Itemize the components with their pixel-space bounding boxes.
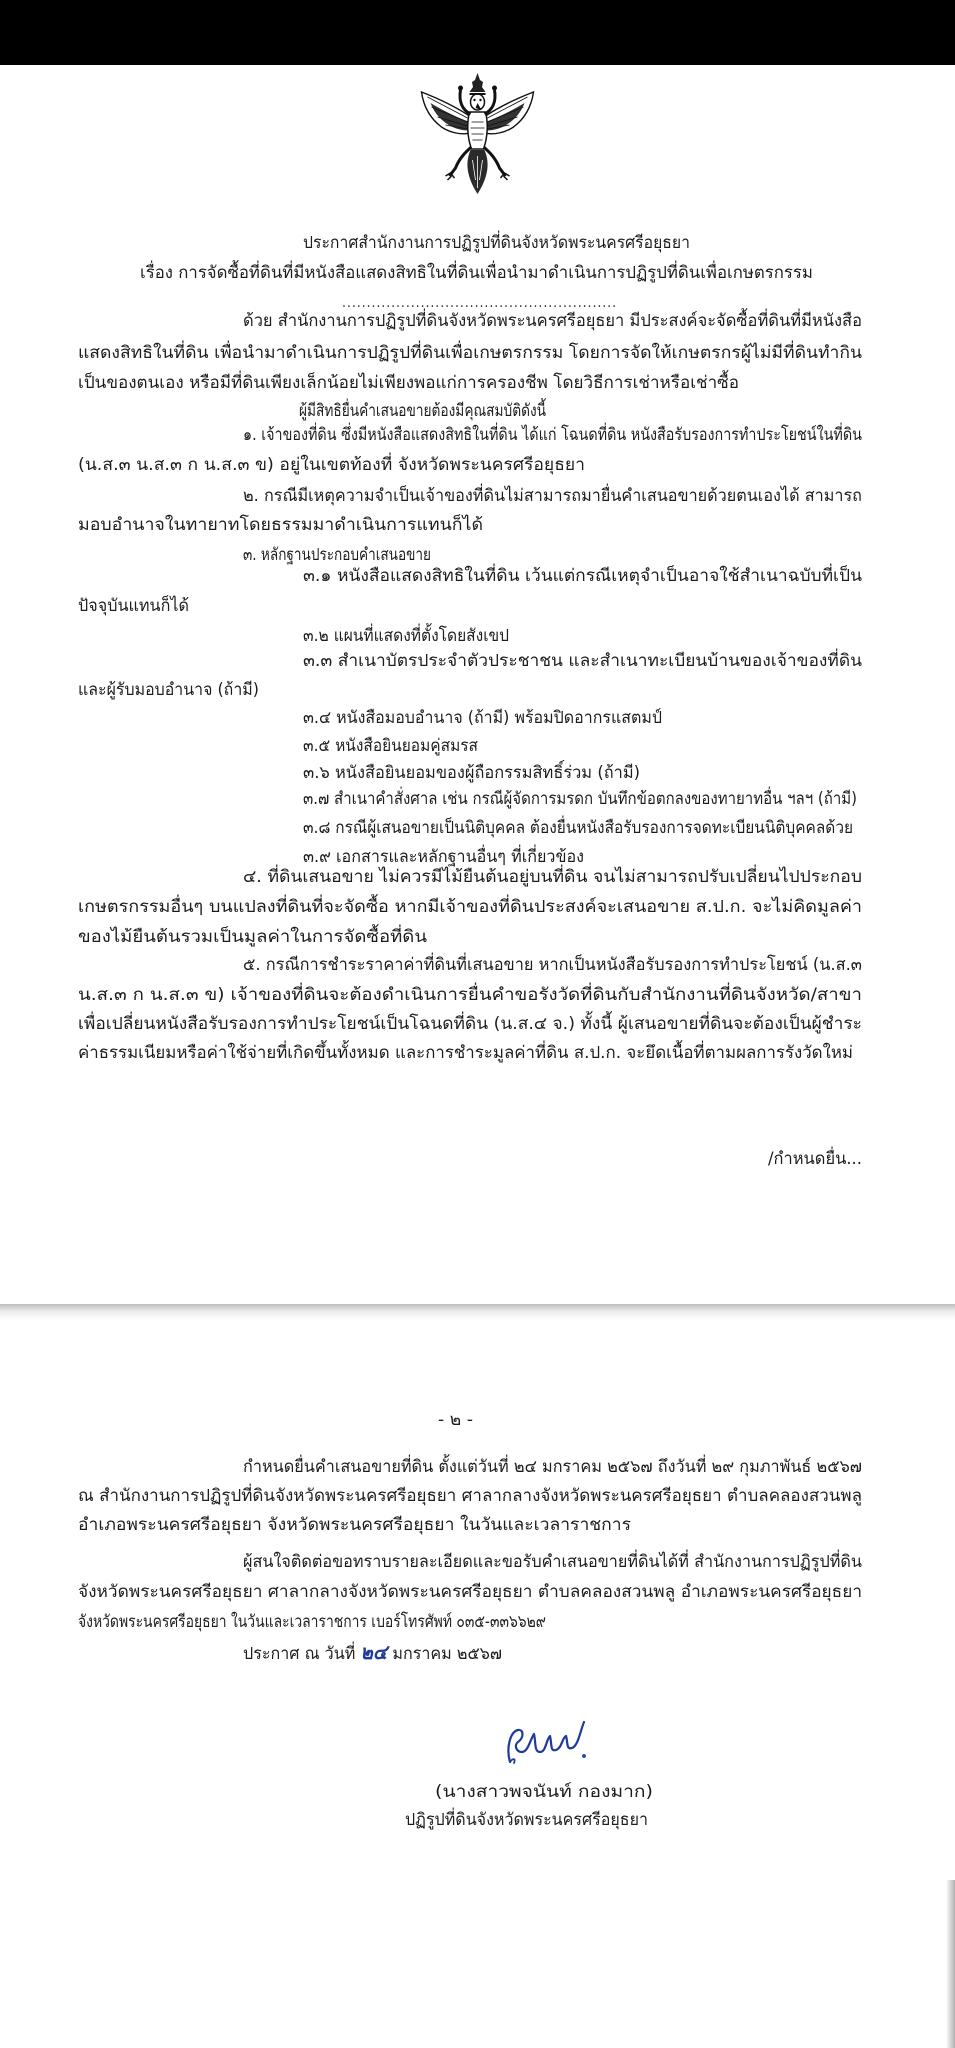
body-line-text: ๓.๙ เอกสารและหลักฐานอื่นๆ ที่เกี่ยวข้อง <box>303 847 584 867</box>
body-line-text: จังหวัดพระนครศรีอยุธยา ในวันและเวลาราชการ เบอร์โทรศัพท์ ๐๓๕-๓๓๖๖๒๙ <box>78 1612 546 1632</box>
body-line-text: ๔. ที่ดินเสนอขาย ไม่ควรมีไม้ยืนต้นอยู่บนที่ดิน จนไม่สามารถปรับเปลี่ยนไปประกอบ <box>243 867 862 887</box>
body-line-text: ๒. กรณีมีเหตุความจำเป็นเจ้าของที่ดินไม่สามารถมายื่นคำเสนอขายด้วยตนเองได้ สามารถ <box>243 486 862 506</box>
continuation-note <box>768 1144 862 1174</box>
body-line-text: ๓. หลักฐานประกอบคำเสนอขาย <box>243 545 431 565</box>
signatory-name-text: (นางสาวพจนันท์ กองมาก) <box>435 1782 653 1802</box>
document-title <box>303 228 690 258</box>
body-line <box>78 922 427 952</box>
item-5 <box>243 950 862 980</box>
body-line-text: ด้วย สำนักงานการปฏิรูปที่ดินจังหวัดพระนครศรีอยุธยา มีประสงค์จะจัดซื้อที่ดินที่มีหนังสือ <box>243 311 862 331</box>
body-line <box>78 675 259 705</box>
handwritten-signature <box>504 1718 590 1768</box>
contact-info <box>243 1547 862 1577</box>
body-line-text: น.ส.๓ ก น.ส.๓ ข) เจ้าของที่ดินจะต้องดำเนินการยื่นคำขอรังวัดที่ดินกับสำนักงานที่ดินจังหวัด/สาขา <box>78 985 862 1005</box>
body-line-text: มอบอำนาจในทายาทโดยธรรมมาดำเนินการแทนก็ได้ <box>78 515 483 535</box>
page-break-shadow <box>0 1304 955 1320</box>
body-line <box>78 338 862 368</box>
body-line-text: ๓.๖ หนังสือยินยอมของผู้ถือกรรมสิทธิ์ร่วม (ถ้ามี) <box>303 763 640 783</box>
signatory-position-text: ปฏิรูปที่ดินจังหวัดพระนครศรีอยุธยา <box>405 1810 648 1830</box>
handwritten-day: ๒๔ <box>360 1640 388 1664</box>
body-line-text: ๑. เจ้าของที่ดิน ซึ่งมีหนังสือแสดงสิทธิในที่ดิน ได้แก่ โฉนดที่ดิน หนังสือรับรองการทำประโยชน์ในที่ดิน <box>243 425 862 445</box>
item-4 <box>243 862 862 892</box>
body-line <box>78 450 585 480</box>
item-2 <box>243 481 862 511</box>
body-line <box>78 1038 853 1068</box>
item-3-4 <box>303 703 662 733</box>
body-line <box>78 1577 862 1607</box>
body-line-text: ๓.๘ กรณีผู้เสนอขายเป็นนิติบุคคล ต้องยื่นหนังสือรับรองการจดทะเบียนนิติบุคคลด้วย <box>303 818 853 838</box>
body-line <box>78 591 189 621</box>
document-title-text: ประกาศสำนักงานการปฏิรูปที่ดินจังหวัดพระนครศรีอยุธยา <box>303 233 690 253</box>
document-subject-text: เรื่อง การจัดซื้อที่ดินที่มีหนังสือแสดงสิทธิในที่ดินเพื่อนำมาดำเนินการปฏิรูปที่ดินเพื่อเกษตรกรรม <box>140 263 813 283</box>
body-line-text: ๓.๔ หนังสือมอบอำนาจ (ถ้ามี) พร้อมปิดอากรแสตมป์ <box>303 708 662 728</box>
body-line-text: เป็นของตนเอง หรือมีที่ดินเพียงเล็กน้อยไม่เพียงพอแก่การครองชีพ โดยวิธีการเช่าหรือเช่าซื้อ <box>78 373 739 393</box>
body-line <box>78 1607 546 1637</box>
signatory-position <box>405 1805 648 1835</box>
announce-date-text <box>243 1637 502 1667</box>
body-line-text: ค่าธรรมเนียมหรือค่าใช้จ่ายที่เกิดขึ้นทั้งหมด และการชำระมูลค่าที่ดิน ส.ป.ก. จะยึดเนื้อที่ตามผลการรังวัดใหม่ <box>78 1043 853 1063</box>
body-line-text: อำเภอพระนครศรีอยุธยา จังหวัดพระนครศรีอยุธยา ในวันและเวลาราชการ <box>78 1515 631 1535</box>
body-line <box>78 368 739 398</box>
page-number <box>438 1405 473 1435</box>
body-line-text: (น.ส.๓ น.ส.๓ ก น.ส.๓ ข) อยู่ในเขตท้องที่ จังหวัดพระนครศรีอยุธยา <box>78 455 585 475</box>
scan-top-bar <box>0 0 955 65</box>
emblem-right-wing <box>485 92 534 134</box>
announce-date <box>243 1637 502 1667</box>
scan-edge-shadow <box>946 1880 955 2048</box>
body-line-text: ผู้มีสิทธิยื่นคำเสนอขายต้องมีคุณสมบัติดังนี้ <box>299 401 546 421</box>
item-3-5 <box>303 731 478 761</box>
item-1 <box>243 420 862 450</box>
body-line-text: ๓.๓ สำเนาบัตรประจำตัวประชาชน และสำเนาทะเบียนบ้านของเจ้าของที่ดิน <box>303 651 862 671</box>
body-line-text: เพื่อเปลี่ยนหนังสือรับรองการทำประโยชน์เป็นโฉนดที่ดิน (น.ส.๔ จ.) ทั้งนี้ ผู้เสนอขายที่ดินจะต้องเป็นผู้ชำระ <box>78 1014 862 1034</box>
item-3-3 <box>303 646 862 676</box>
body-line <box>78 1481 862 1511</box>
body-line-text: แสดงสิทธิในที่ดิน เพื่อนำมาดำเนินการปฏิรูปที่ดินเพื่อเกษตรกรรม โดยการจัดให้เกษตรกรผู้ไม่มีที่ดินทำกิน <box>78 343 862 363</box>
body-line-text: ๓.๑ หนังสือแสดงสิทธิในที่ดิน เว้นแต่กรณีเหตุจำเป็นอาจใช้สำเนาฉบับที่เป็น <box>303 566 862 586</box>
body-line <box>243 306 862 336</box>
announce-date-suffix: มกราคม ๒๕๖๗ <box>392 1644 502 1664</box>
continuation-note-text: /กำหนดยื่น... <box>768 1149 862 1169</box>
body-line <box>78 892 862 922</box>
item-3-7 <box>303 784 857 814</box>
body-line-text: จังหวัดพระนครศรีอยุธยา ศาลากลางจังหวัดพระนครศรีอยุธยา ตำบลคลองสวนพลู อำเภอพระนครศรีอยุธยา <box>78 1582 862 1602</box>
body-line-text: เกษตรกรรมอื่นๆ บนแปลงที่ดินที่จะจัดซื้อ หากมีเจ้าของที่ดินประสงค์จะเสนอขาย ส.ป.ก. จะไม่คิดมูลค่า <box>78 897 862 917</box>
page-number-text: - ๒ - <box>438 1410 473 1430</box>
body-line-text: และผู้รับมอบอำนาจ (ถ้ามี) <box>78 680 259 700</box>
body-line-text: ๕. กรณีการชำระราคาค่าที่ดินที่เสนอขาย หากเป็นหนังสือรับรองการทำประโยชน์ (น.ส.๓ <box>243 955 862 975</box>
body-line <box>78 510 483 540</box>
body-line <box>78 1510 631 1540</box>
submission-period <box>243 1452 862 1482</box>
body-line-text: ของไม้ยืนต้นรวมเป็นมูลค่าในการจัดซื้อที่ดิน <box>78 927 427 947</box>
emblem-left-wing <box>422 92 471 134</box>
body-line <box>78 1009 862 1039</box>
body-line-text: ผู้สนใจติดต่อขอทราบรายละเอียดและขอรับคำเสนอขายที่ดินได้ที่ สำนักงานการปฏิรูปที่ดิน <box>243 1552 862 1572</box>
signatory-name <box>435 1777 653 1807</box>
body-line <box>78 980 862 1010</box>
dotted-separator-text: ........................................................ <box>342 295 617 311</box>
body-line-text: กำหนดยื่นคำเสนอขายที่ดิน ตั้งแต่วันที่ ๒๔ มกราคม ๒๕๖๗ ถึงวันที่ ๒๙ กุมภาพันธ์ ๒๕๖๗ <box>243 1457 862 1477</box>
garuda-emblem <box>416 72 539 196</box>
body-line-text: ณ สำนักงานการปฏิรูปที่ดินจังหวัดพระนครศรีอยุธยา ศาลากลางจังหวัดพระนครศรีอยุธยา ตำบลคลองสวนพลู <box>78 1486 862 1506</box>
body-line-text: ๓.๗ สำเนาคำสั่งศาล เช่น กรณีผู้จัดการมรดก บันทึกข้อตกลงของทายาทอื่น ฯลฯ (ถ้ามี) <box>303 789 857 809</box>
document-subject <box>140 258 813 288</box>
announce-date-prefix: ประกาศ ณ วันที่ <box>243 1644 356 1664</box>
item-3-8 <box>303 813 853 843</box>
item-3-1 <box>303 561 862 591</box>
body-line-text: ๓.๒ แผนที่แสดงที่ตั้งโดยสังเขป <box>303 626 509 646</box>
body-line-text: ปัจจุบันแทนก็ได้ <box>78 596 189 616</box>
body-line-text: ๓.๕ หนังสือยินยอมคู่สมรส <box>303 736 478 756</box>
